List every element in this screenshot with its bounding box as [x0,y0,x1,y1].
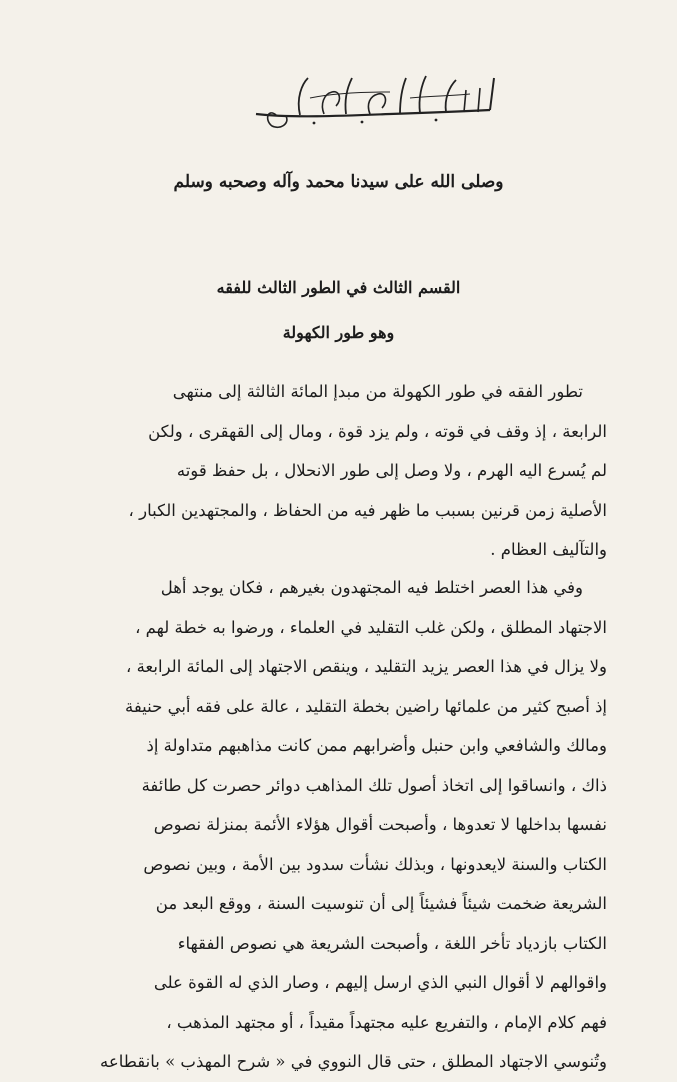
paragraph-line: لم يُسرع اليه الهرم ، ولا وصل إلى طور الانحلال ، بل حفظ قوته [176,461,607,480]
section-title: القسم الثالث في الطور الثالث للفقه [216,278,461,297]
paragraph-line: فهم كلام الإمام ، والتفريع عليه مجتهداً مقيداً ، أو مجتهد المذهب ، [166,1012,607,1032]
paragraph-2 [92,568,607,1082]
paragraph-1 [92,372,607,570]
paragraph-line: ذاك ، وانساقوا إلى اتخاذ أصول تلك المذاهب دوائر حصرت كل طائفة [141,775,607,795]
paragraph-line: الاجتهاد المطلق ، ولكن غلب التقليد في العلماء ، ورضوا به خطة لهم ، [135,617,607,637]
paragraph-line: الرابعة ، إذ وقف في قوته ، ولم يزد قوة ، ومال إلى القهقرى ، ولكن [148,421,607,441]
paragraph-line: وفي هذا العصر اختلط فيه المجتهدون بغيرهم ، فكان يوجد أهل [160,578,583,597]
salawat-line: وصلى الله على سيدنا محمد وآله وصحبه وسلم [173,172,504,192]
paragraph-line: إذ أصبح كثير من علمائها راضين بخطة التقليد ، عالة على فقه أبي حنيفة [124,696,607,716]
paragraph-line: ولا يزال في هذا العصر يزيد التقليد ، وينقص الاجتهاد إلى المائة الرابعة ، [126,657,607,676]
paragraph-line: والتآليف العظام . [490,540,607,559]
paragraph-line: نفسها بداخلها لا تعدوها ، وأصبحت أقوال هؤلاء الأئمة بمنزلة نصوص [153,815,607,834]
paragraph-line: الأصلية زمن قرنين بسبب ما ظهر فيه من الحفاظ ، والمجتهدين الكبار ، [128,500,607,520]
paragraph-line: الكتاب والسنة لايعدونها ، وبذلك نشأت سدود بين الأمة ، وبين نصوص [143,854,607,874]
paragraph-line: ومالك والشافعي وابن حنبل وأضرابهم ممن كانت مذاهبهم متداولة إذ [146,736,607,755]
section-subtitle: وهو طور الكهولة [282,323,395,342]
paragraph-line: الشريعة ضخمت شيئاً فشيئاً إلى أن تنوسيت السنة ، ووقع البعد من [155,894,607,913]
paragraph-line: واقوالهم لا أقوال النبي الذي ارسل إليهم ، وصار الذي له القوة على [153,973,607,992]
basmala-calligraphy [250,68,500,130]
paragraph-line: وتُنوسي الاجتهاد المطلق ، حتى قال النووي في « شرح المهذب » بانقطاعه [100,1052,607,1071]
basmala-calligraphy-icon [250,68,500,130]
paragraph-line: الكتاب بازدياد تأخر اللغة ، وأصبحت الشريعة هي نصوص الفقهاء [177,933,607,953]
paragraph-line: تطور الفقه في طور الكهولة من مبدإ المائة الثالثة إلى منتهى [172,382,583,401]
